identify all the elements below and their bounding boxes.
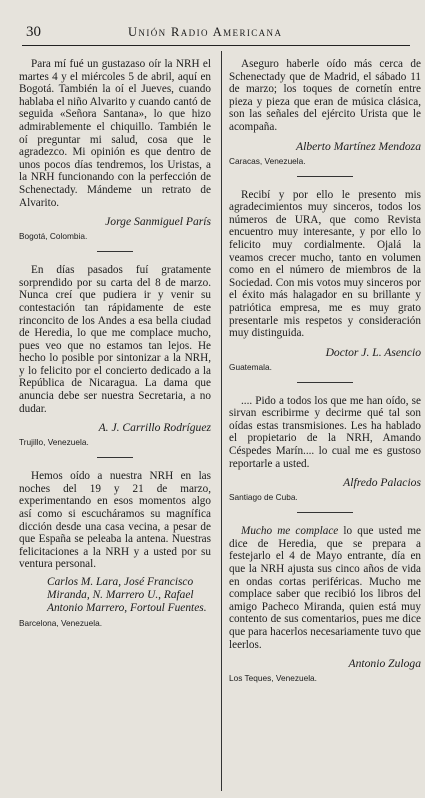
letter-place: Caracas, Venezuela.: [229, 155, 306, 166]
letter-signature: A. J. Carrillo Rodríguez: [98, 421, 211, 435]
letter-body: En días pasados fuí gratamente sorprendido por su carta del 8 de marzo. Nunca creí que pudiera ir y venir su contestación tan rápidamente de este rinconcito de los Andes a esa bella ciudad de Heredia, lo que me complace mucho, pues veo que no estamos tan lejos. He hecho lo posible por sintonizar a la NRH, y lo felicito por el concierto dedicado a la República de Nicaragua. La dama que anuncia debe ser nuestra Secretaria, a no dudar.: [19, 264, 211, 415]
letter-carrillo: [19, 264, 211, 447]
letter-signature: Jorge Sanmiguel París: [105, 215, 211, 229]
page-header: [0, 0, 425, 48]
letter-signature: Carlos M. Lara, José Francisco Miranda, N. Marrero U., Rafael Antonio Marrero, Fortoul Fuentes.: [47, 576, 207, 614]
letter-asencio: [229, 189, 421, 372]
letter-body: Hemos oído a nuestra NRH en las noches del 19 y 21 de marzo, experimentando en esos momentos algo así como si escucháramos su magnífica dicción desde una casa vecina, a pesar de que España se peleaba la antena. Nuestras felicitaciones a la NRH y a usted por su ventura personal.: [19, 470, 211, 571]
letter-body: Recibí y por ello le presento mis agradecimientos muy sinceros, todos los números de URA, que como Revista encuentro muy interesante, y por ello lo felicito muy cordialmente. Ojalá la veamos crecer mucho, tanto en volumen como en el número de miembros de la Sociedad. Con mis votos muy sinceros por el éxito más halagador en su brillante y patriótica empresa, me es muy grato presentarle mis respetos y consideración muy distinguida.: [229, 188, 421, 340]
left-column: [19, 58, 211, 628]
separator-rule: [297, 512, 353, 513]
letter-signature: Alfredo Palacios: [343, 476, 421, 490]
letter-signature: Antonio Zuloga: [348, 657, 421, 671]
letter-place: Bogotá, Colombia.: [19, 231, 88, 242]
page-number: 30: [26, 24, 41, 40]
letter-lara: [19, 470, 211, 628]
letter-place: Los Teques, Venezuela.: [229, 673, 317, 684]
letter-body: Para mí fué un gustazaso oír la NRH el martes 4 y el miércoles 5 de abril, aquí en Bogotá. También la oí el Jueves, cuando hablaba el niño Alvarito y cuando cantó de seguida «Señora Santana», lo que hizo admirablemente el chiquillo. También le oí preguntar mi salud, cosa que le agradezco. Mi opinión es que dentro de unos pocos días tendremos, los Uristas, a la NRH funcionando con la perfección de Schenectady. Mándeme un retrato de Alvarito.: [19, 58, 211, 209]
letter-body-rest: lo que usted me dice de Heredia, que se prepara a festejarlo el 4 de Mayo entrante, día en que la NRH ajusta sus cinco años de vida en ondas cortas periféricas. Mucho me complace saber que recibió los libros del amigo Pacheco Miranda, quien está muy contento de sus comentarios, pues me dice que para hacerlos necesariamente tuvo que leerlos.: [229, 525, 422, 651]
letter-zuloga: [229, 525, 421, 683]
letter-place: Guatemala.: [229, 361, 272, 372]
separator-rule: [97, 251, 133, 252]
letter-signature: Doctor J. L. Asencio: [325, 345, 421, 359]
letter-place: Trujillo, Venezuela.: [19, 437, 89, 448]
column-divider: [221, 51, 222, 791]
header-rule: [22, 45, 410, 46]
letter-martinez: [229, 58, 421, 166]
right-column: [229, 58, 421, 683]
magazine-title: Unión Radio Americana: [128, 25, 283, 39]
letter-place: Santiago de Cuba.: [229, 492, 298, 503]
letter-body: .... Pido a todos los que me han oído, se sirvan escribirme y decirme qué tal son oídas estas transmisiones. Les ha hablado el propietario de la NRH, Amando Céspedes Marín.... lo cual me es gustoso reportarle a usted.: [229, 394, 421, 470]
letter-body: Aseguro haberle oído más cerca de Schenectady que de Madrid, el sábado 11 de marzo; los toques de cornetín entre pieza y pieza que eran de música clásica, son las señales del ejército Urista que le acompaña.: [229, 58, 421, 133]
letter-signature: Alberto Martínez Mendoza: [296, 139, 421, 153]
separator-rule: [97, 457, 133, 458]
letter-italic-lead: Mucho me complace: [241, 525, 339, 538]
separator-rule: [297, 176, 353, 177]
letter-sanmiguel: [19, 58, 211, 241]
letter-palacios: [229, 395, 421, 503]
separator-rule: [297, 382, 353, 383]
letter-place: Barcelona, Venezuela.: [19, 618, 103, 628]
letter-body: [229, 525, 421, 651]
